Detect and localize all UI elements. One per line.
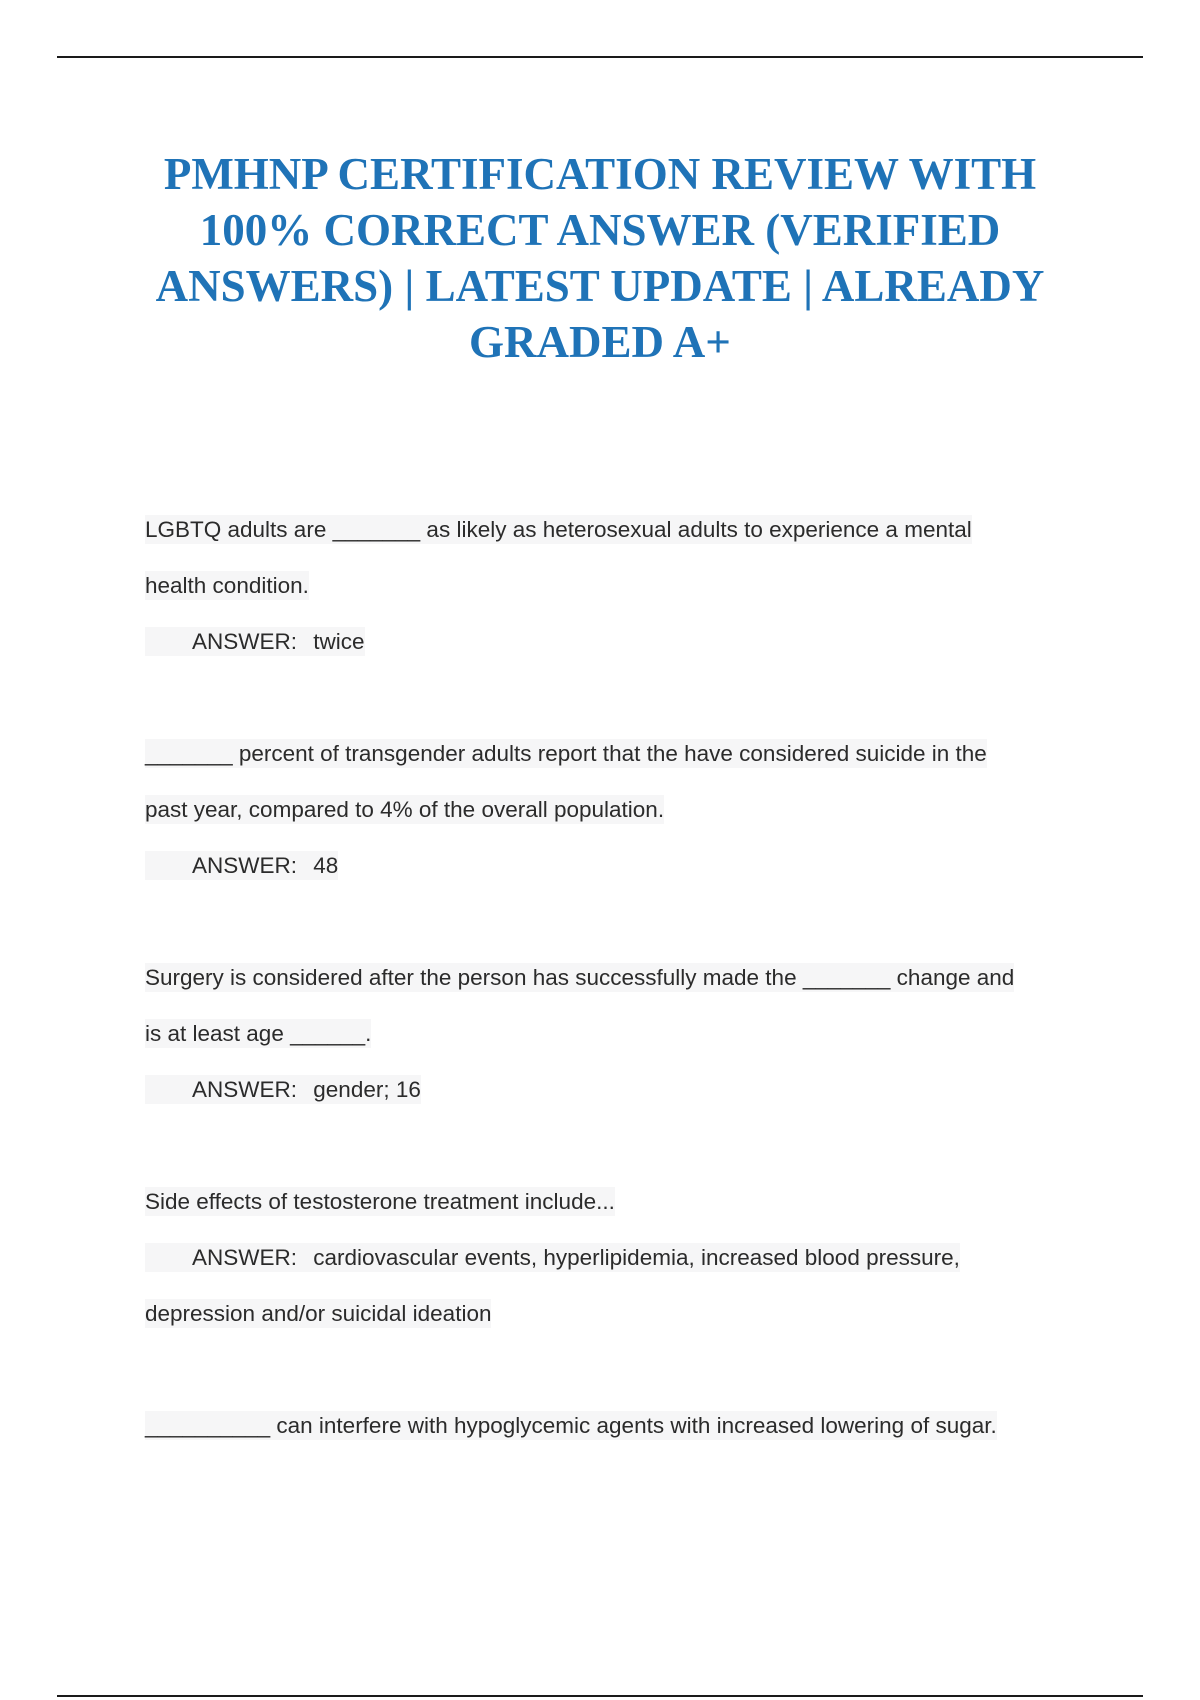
answer-continuation-line: depression and/or suicidal ideation [145, 1301, 492, 1326]
question-line: Side effects of testosterone treatment include... [145, 1189, 615, 1214]
qa-item [145, 502, 1085, 670]
question-line: __________ can interfere with hypoglycemic agents with increased lowering of sugar. [145, 1413, 997, 1438]
qa-item [145, 726, 1085, 894]
answer-line [145, 838, 1085, 894]
answer-line [145, 614, 1085, 670]
answer-text: gender; 16 [313, 1077, 421, 1102]
answer-text: cardiovascular events, hyperlipidemia, increased blood pressure, [313, 1245, 960, 1270]
answer-label: ANSWER: [192, 629, 298, 654]
bottom-rule [57, 1695, 1143, 1697]
top-rule [57, 56, 1143, 58]
qa-item [145, 950, 1085, 1118]
answer-label: ANSWER: [192, 1245, 298, 1270]
answer-line [145, 1062, 1085, 1118]
question-line: is at least age ______. [145, 1021, 372, 1046]
question-line: LGBTQ adults are _______ as likely as heterosexual adults to experience a mental [145, 517, 972, 542]
answer-text: twice [313, 629, 365, 654]
answer-label: ANSWER: [192, 853, 298, 878]
question-line: past year, compared to 4% of the overall population. [145, 797, 665, 822]
answer-line [145, 1230, 1085, 1286]
qa-list [145, 502, 1085, 1510]
document-title: PMHNP CERTIFICATION REVIEW WITH 100% CORRECT ANSWER (VERIFIED ANSWERS) | LATEST UPDATE | ALREADY GRADED A+ [155, 149, 1045, 367]
answer-text: 48 [313, 853, 339, 878]
answer-label: ANSWER: [192, 1077, 298, 1102]
question-line: _______ percent of transgender adults report that the have considered suicide in the [145, 741, 987, 766]
qa-item [145, 1174, 1085, 1342]
question-line: Surgery is considered after the person has successfully made the _______ change and [145, 965, 1015, 990]
question-line: health condition. [145, 573, 309, 598]
qa-item [145, 1398, 1085, 1454]
